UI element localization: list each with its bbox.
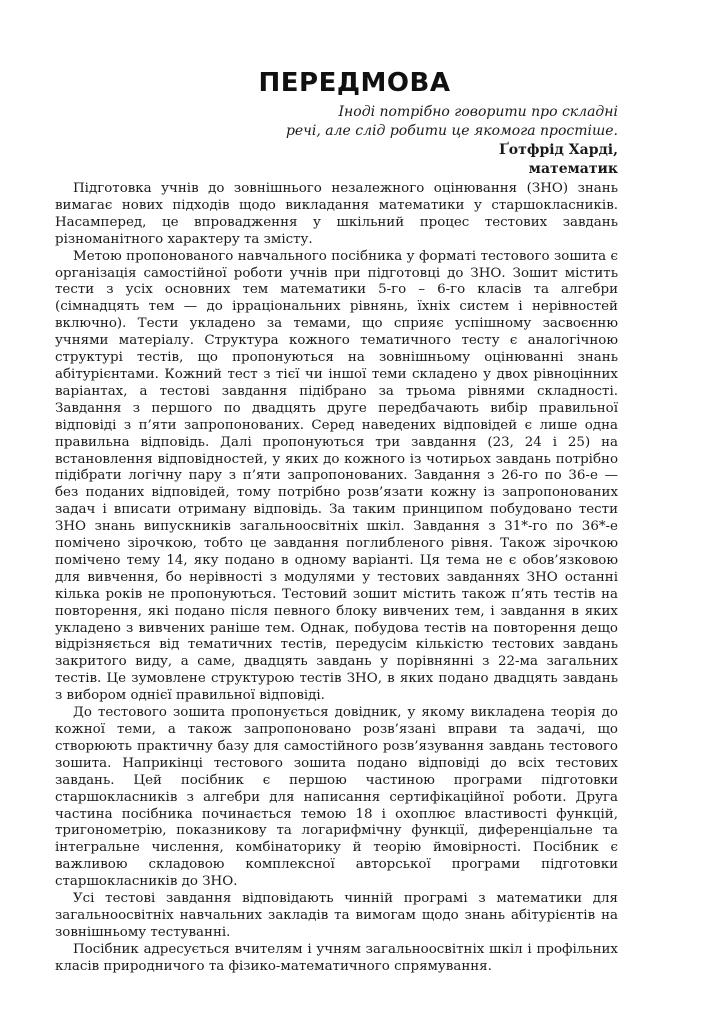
epigraph-quote-line-1: Іноді потрібно говорити про складні [338, 104, 618, 120]
paragraph-4: Усі тестові завдання відповідають чинній програмі з математики для загальноосвітніх навчальних закладів та вимогам щодо знань абітурієнтів на зовнішньому тестуванні. [55, 891, 618, 940]
epigraph-quote-line-2: речі, але слід робити це якомога простіше. [285, 123, 618, 139]
paragraph-1: Підготовка учнів до зовнішнього незалежного оцінювання (ЗНО) знань вимагає нових підходів щодо викладання математики у старшокласників. Насамперед, це впровадження у шкільний процес тестових завдань різноманітного характеру та змісту. [55, 181, 618, 247]
body-text [55, 181, 618, 976]
epigraph-author: Ґотфрід Харді, [499, 142, 618, 158]
paragraph-2: Метою пропонованого навчального посібника у форматі тестового зошита є організація самостійної роботи учнів при підготовці до ЗНО. Зошит містить тести з усіх основних тем математики 5-го – 6-го класів та алгебри (сімнадцять тем — до ірраціональних рівнянь, їхніх систем і нерівностей включно). Тести укладено за темами, що сприяє успішному засвоєнню учнями матеріалу. Структура кожного тематичного тесту є аналогічною структурі тестів, що пропонуються на зовнішньому оцінюванні знань абітурієнтами. Кожний тест з тієї чи іншої теми складено у двох рівноцінних варіантах, а тестові завдання підібрано за трьома рівнями складності. Завдання з першого по двадцять друге передбачають вибір правильної відповіді з п’яти запропонованих. Серед наведених відповідей є лише одна правильна відповідь. Далі пропонуються три завдання (23, 24 і 25) на встановлення відповідностей, у яких до кожного із чотирьох завдань потрібно підібрати логічну пару з п’яти запропонованих. Завдання з 26-го по 36-е — без поданих відповідей, тому потрібно розв’язати кожну із запропонованих задач і вписати отриману відповідь. За таким принципом побудовано тести ЗНО знань випускників загальноосвітніх шкіл. Завдання з 31*-го по 36*-е помічено зірочкою, тобто це завдання поглибленого рівня. Також зірочкою помічено тему 14, яку подано в одному варіанті. Ця тема не є обов’язковою для вивчення, бо нерівності з модулями у тестових завданнях ЗНО останні кілька років не пропонуються. Тестовий зошит містить також п’ять тестів на повторення, які подано після певного блоку вивчених тем, і завдання в яких укладено з вивчених раніше тем. Однак, побудова тестів на повторення дещо відрізняється від тематичних тестів, передусім кількістю тестових завдань закритого виду, а саме, двадцять завдань у порівнянні з 22-ма загальних тестів. Це зумовлене структурою тестів ЗНО, в яких подано двадцять завдань з вибором однієї правильної відповіді. [55, 248, 618, 704]
paragraph-5: Посібник адресується вчителям і учням загальноосвітніх шкіл і профільних класів природничого та фізико-математичного спрямування. [55, 941, 618, 974]
epigraph [198, 103, 618, 179]
page-title: ПЕРЕДМОВА [258, 68, 451, 98]
epigraph-author-role: математик [528, 161, 618, 177]
paragraph-3: До тестового зошита пропонується довідник, у якому викладена теорія до кожної теми, а також запропоновано розв’язані вправи та задачі, що створюють практичну базу для самостійного розв’язування завдань тестового зошита. Наприкінці тестового зошита подано відповіді до всіх тестових завдань. Цей посібник є першою частиною програми підготовки старшокласників з алгебри для написання сертифікаційної роботи. Друга частина посібника починається темою 18 і охоплює властивості функцій, тригонометрію, показникову та логарифмічну функції, диференціальне та інтегральне числення, комбінаторику й теорію ймовірності. Посібник є важливою складовою комплексної авторської програми підготовки старшокласників до ЗНО. [55, 705, 618, 890]
